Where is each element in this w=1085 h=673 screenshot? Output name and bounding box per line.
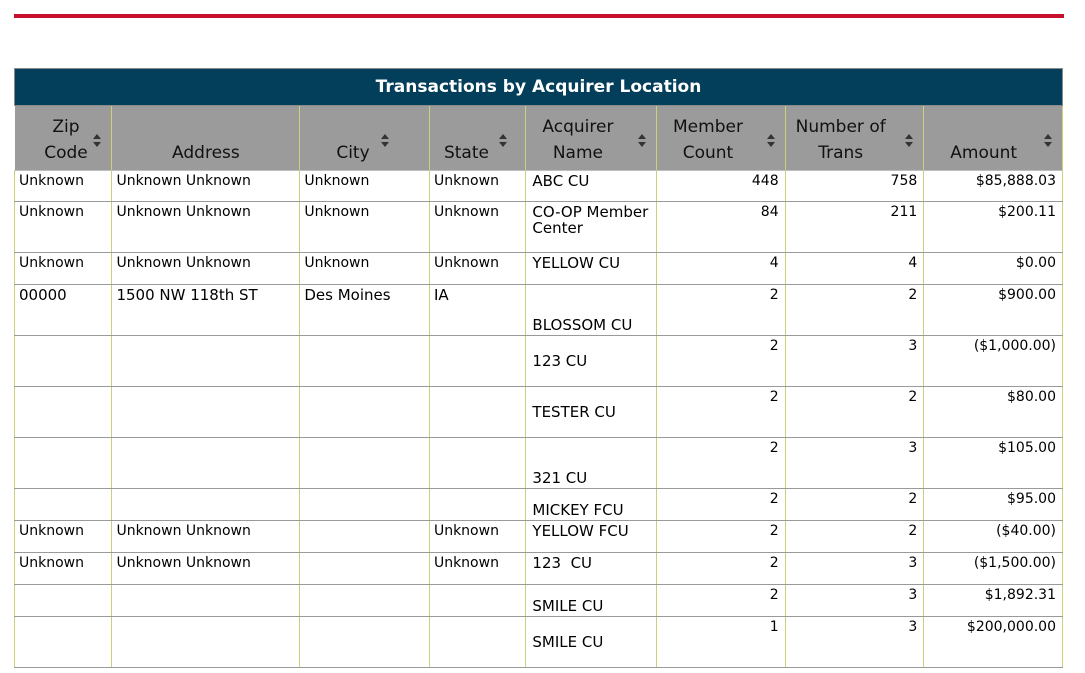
cell-number-of-trans: 4 bbox=[785, 253, 924, 285]
table-row bbox=[15, 171, 1063, 202]
column-header-number-of-trans[interactable] bbox=[785, 106, 924, 171]
header-trans-line2: Trans bbox=[818, 143, 864, 163]
cell-member-count: 1 bbox=[657, 617, 786, 668]
cell-zip bbox=[15, 489, 112, 521]
cell-address bbox=[112, 489, 300, 521]
column-header-zip-code[interactable] bbox=[15, 106, 112, 171]
header-acquirer-line2: Name bbox=[552, 143, 603, 163]
cell-city bbox=[300, 521, 430, 553]
cell-city bbox=[300, 438, 430, 489]
cell-amount: $1,892.31 bbox=[924, 585, 1063, 617]
cell-address bbox=[112, 438, 300, 489]
cell-address bbox=[112, 336, 300, 387]
table-row bbox=[15, 553, 1063, 585]
cell-acquirer-name: 123 CU bbox=[526, 553, 657, 585]
cell-amount: ($1,000.00) bbox=[924, 336, 1063, 387]
report-title: Transactions by Acquirer Location bbox=[15, 69, 1063, 106]
cell-address: Unknown Unknown bbox=[112, 202, 300, 253]
cell-acquirer-name: YELLOW FCU bbox=[526, 521, 657, 553]
table-row bbox=[15, 285, 1063, 336]
cell-zip: Unknown bbox=[15, 253, 112, 285]
header-trans-line1: Number of bbox=[795, 117, 886, 137]
sort-arrows-icon[interactable] bbox=[381, 134, 389, 148]
cell-zip bbox=[15, 617, 112, 668]
sort-arrows-icon[interactable] bbox=[93, 134, 101, 148]
cell-member-count: 84 bbox=[657, 202, 786, 253]
cell-address bbox=[112, 387, 300, 438]
transactions-report bbox=[14, 68, 1063, 668]
cell-state: Unknown bbox=[429, 553, 525, 585]
header-amount-label: Amount bbox=[950, 143, 1018, 163]
cell-number-of-trans: 3 bbox=[785, 585, 924, 617]
cell-city: Unknown bbox=[300, 202, 430, 253]
cell-number-of-trans: 2 bbox=[785, 285, 924, 336]
cell-acquirer-name: 123 CU bbox=[526, 336, 657, 387]
cell-number-of-trans: 3 bbox=[785, 336, 924, 387]
sort-arrows-icon[interactable] bbox=[638, 134, 646, 148]
cell-member-count: 448 bbox=[657, 171, 786, 202]
cell-state bbox=[429, 617, 525, 668]
cell-number-of-trans: 3 bbox=[785, 553, 924, 585]
cell-acquirer-name: CO-OP Member Center bbox=[526, 202, 657, 253]
cell-city bbox=[300, 489, 430, 521]
top-accent-bar bbox=[14, 14, 1064, 18]
header-zip-line2: Code bbox=[44, 143, 88, 163]
table-row bbox=[15, 387, 1063, 438]
cell-number-of-trans: 2 bbox=[785, 521, 924, 553]
table-row bbox=[15, 489, 1063, 521]
cell-member-count: 2 bbox=[657, 336, 786, 387]
column-header-address[interactable] bbox=[112, 106, 300, 171]
cell-zip: 00000 bbox=[15, 285, 112, 336]
cell-city bbox=[300, 617, 430, 668]
column-header-city[interactable] bbox=[300, 106, 430, 171]
cell-state: Unknown bbox=[429, 253, 525, 285]
cell-amount: $95.00 bbox=[924, 489, 1063, 521]
header-member-line1: Member bbox=[673, 117, 743, 137]
header-acquirer-line1: Acquirer bbox=[542, 117, 614, 137]
cell-address: Unknown Unknown bbox=[112, 553, 300, 585]
cell-state: IA bbox=[429, 285, 525, 336]
cell-address: 1500 NW 118th ST bbox=[112, 285, 300, 336]
transactions-table bbox=[14, 68, 1063, 668]
cell-amount: $85,888.03 bbox=[924, 171, 1063, 202]
sort-arrows-icon[interactable] bbox=[905, 134, 913, 148]
cell-amount: $900.00 bbox=[924, 285, 1063, 336]
cell-acquirer-name: 321 CU bbox=[526, 438, 657, 489]
cell-member-count: 2 bbox=[657, 438, 786, 489]
cell-address bbox=[112, 617, 300, 668]
header-member-line2: Count bbox=[682, 143, 734, 163]
sort-arrows-icon[interactable] bbox=[1044, 134, 1052, 148]
cell-acquirer-name: TESTER CU bbox=[526, 387, 657, 438]
cell-number-of-trans: 211 bbox=[785, 202, 924, 253]
cell-number-of-trans: 2 bbox=[785, 387, 924, 438]
cell-member-count: 2 bbox=[657, 489, 786, 521]
cell-amount: ($1,500.00) bbox=[924, 553, 1063, 585]
table-row bbox=[15, 202, 1063, 253]
cell-city bbox=[300, 585, 430, 617]
cell-amount: $80.00 bbox=[924, 387, 1063, 438]
cell-member-count: 2 bbox=[657, 521, 786, 553]
cell-acquirer-name: ABC CU bbox=[526, 171, 657, 202]
cell-member-count: 4 bbox=[657, 253, 786, 285]
cell-number-of-trans: 758 bbox=[785, 171, 924, 202]
cell-address: Unknown Unknown bbox=[112, 521, 300, 553]
cell-number-of-trans: 3 bbox=[785, 438, 924, 489]
column-header-amount[interactable] bbox=[924, 106, 1063, 171]
cell-state bbox=[429, 489, 525, 521]
cell-zip bbox=[15, 387, 112, 438]
cell-state: Unknown bbox=[429, 171, 525, 202]
cell-amount: $0.00 bbox=[924, 253, 1063, 285]
cell-zip: Unknown bbox=[15, 171, 112, 202]
cell-state: Unknown bbox=[429, 202, 525, 253]
cell-state bbox=[429, 336, 525, 387]
cell-state bbox=[429, 387, 525, 438]
cell-member-count: 2 bbox=[657, 285, 786, 336]
table-row bbox=[15, 253, 1063, 285]
cell-acquirer-name: MICKEY FCU bbox=[526, 489, 657, 521]
cell-zip: Unknown bbox=[15, 553, 112, 585]
sort-arrows-icon[interactable] bbox=[499, 134, 507, 148]
cell-address: Unknown Unknown bbox=[112, 253, 300, 285]
cell-city bbox=[300, 336, 430, 387]
cell-state: Unknown bbox=[429, 521, 525, 553]
cell-state bbox=[429, 585, 525, 617]
cell-acquirer-name: SMILE CU bbox=[526, 585, 657, 617]
header-state-label: State bbox=[443, 143, 489, 163]
column-header-row bbox=[15, 106, 1063, 171]
cell-zip bbox=[15, 336, 112, 387]
table-row bbox=[15, 521, 1063, 553]
cell-city: Unknown bbox=[300, 253, 430, 285]
cell-number-of-trans: 3 bbox=[785, 617, 924, 668]
cell-city bbox=[300, 553, 430, 585]
cell-zip bbox=[15, 438, 112, 489]
cell-acquirer-name: YELLOW CU bbox=[526, 253, 657, 285]
cell-member-count: 2 bbox=[657, 387, 786, 438]
cell-amount: $105.00 bbox=[924, 438, 1063, 489]
header-city-label: City bbox=[336, 143, 370, 163]
cell-city bbox=[300, 387, 430, 438]
cell-state bbox=[429, 438, 525, 489]
table-row bbox=[15, 585, 1063, 617]
table-row bbox=[15, 438, 1063, 489]
cell-zip: Unknown bbox=[15, 521, 112, 553]
cell-acquirer-name: SMILE CU bbox=[526, 617, 657, 668]
sort-arrows-icon[interactable] bbox=[767, 134, 775, 148]
cell-amount: $200.11 bbox=[924, 202, 1063, 253]
table-row bbox=[15, 617, 1063, 668]
column-header-acquirer-name[interactable] bbox=[526, 106, 657, 171]
column-header-state[interactable] bbox=[429, 106, 525, 171]
cell-amount: $200,000.00 bbox=[924, 617, 1063, 668]
cell-city: Des Moines bbox=[300, 285, 430, 336]
table-row bbox=[15, 336, 1063, 387]
cell-amount: ($40.00) bbox=[924, 521, 1063, 553]
cell-acquirer-name: BLOSSOM CU bbox=[526, 285, 657, 336]
cell-member-count: 2 bbox=[657, 553, 786, 585]
cell-address bbox=[112, 585, 300, 617]
cell-zip: Unknown bbox=[15, 202, 112, 253]
header-address-label: Address bbox=[172, 143, 240, 163]
table-body bbox=[15, 171, 1063, 668]
column-header-member-count[interactable] bbox=[657, 106, 786, 171]
cell-city: Unknown bbox=[300, 171, 430, 202]
cell-address: Unknown Unknown bbox=[112, 171, 300, 202]
cell-number-of-trans: 2 bbox=[785, 489, 924, 521]
cell-zip bbox=[15, 585, 112, 617]
cell-member-count: 2 bbox=[657, 585, 786, 617]
header-zip-line1: Zip bbox=[52, 117, 80, 137]
